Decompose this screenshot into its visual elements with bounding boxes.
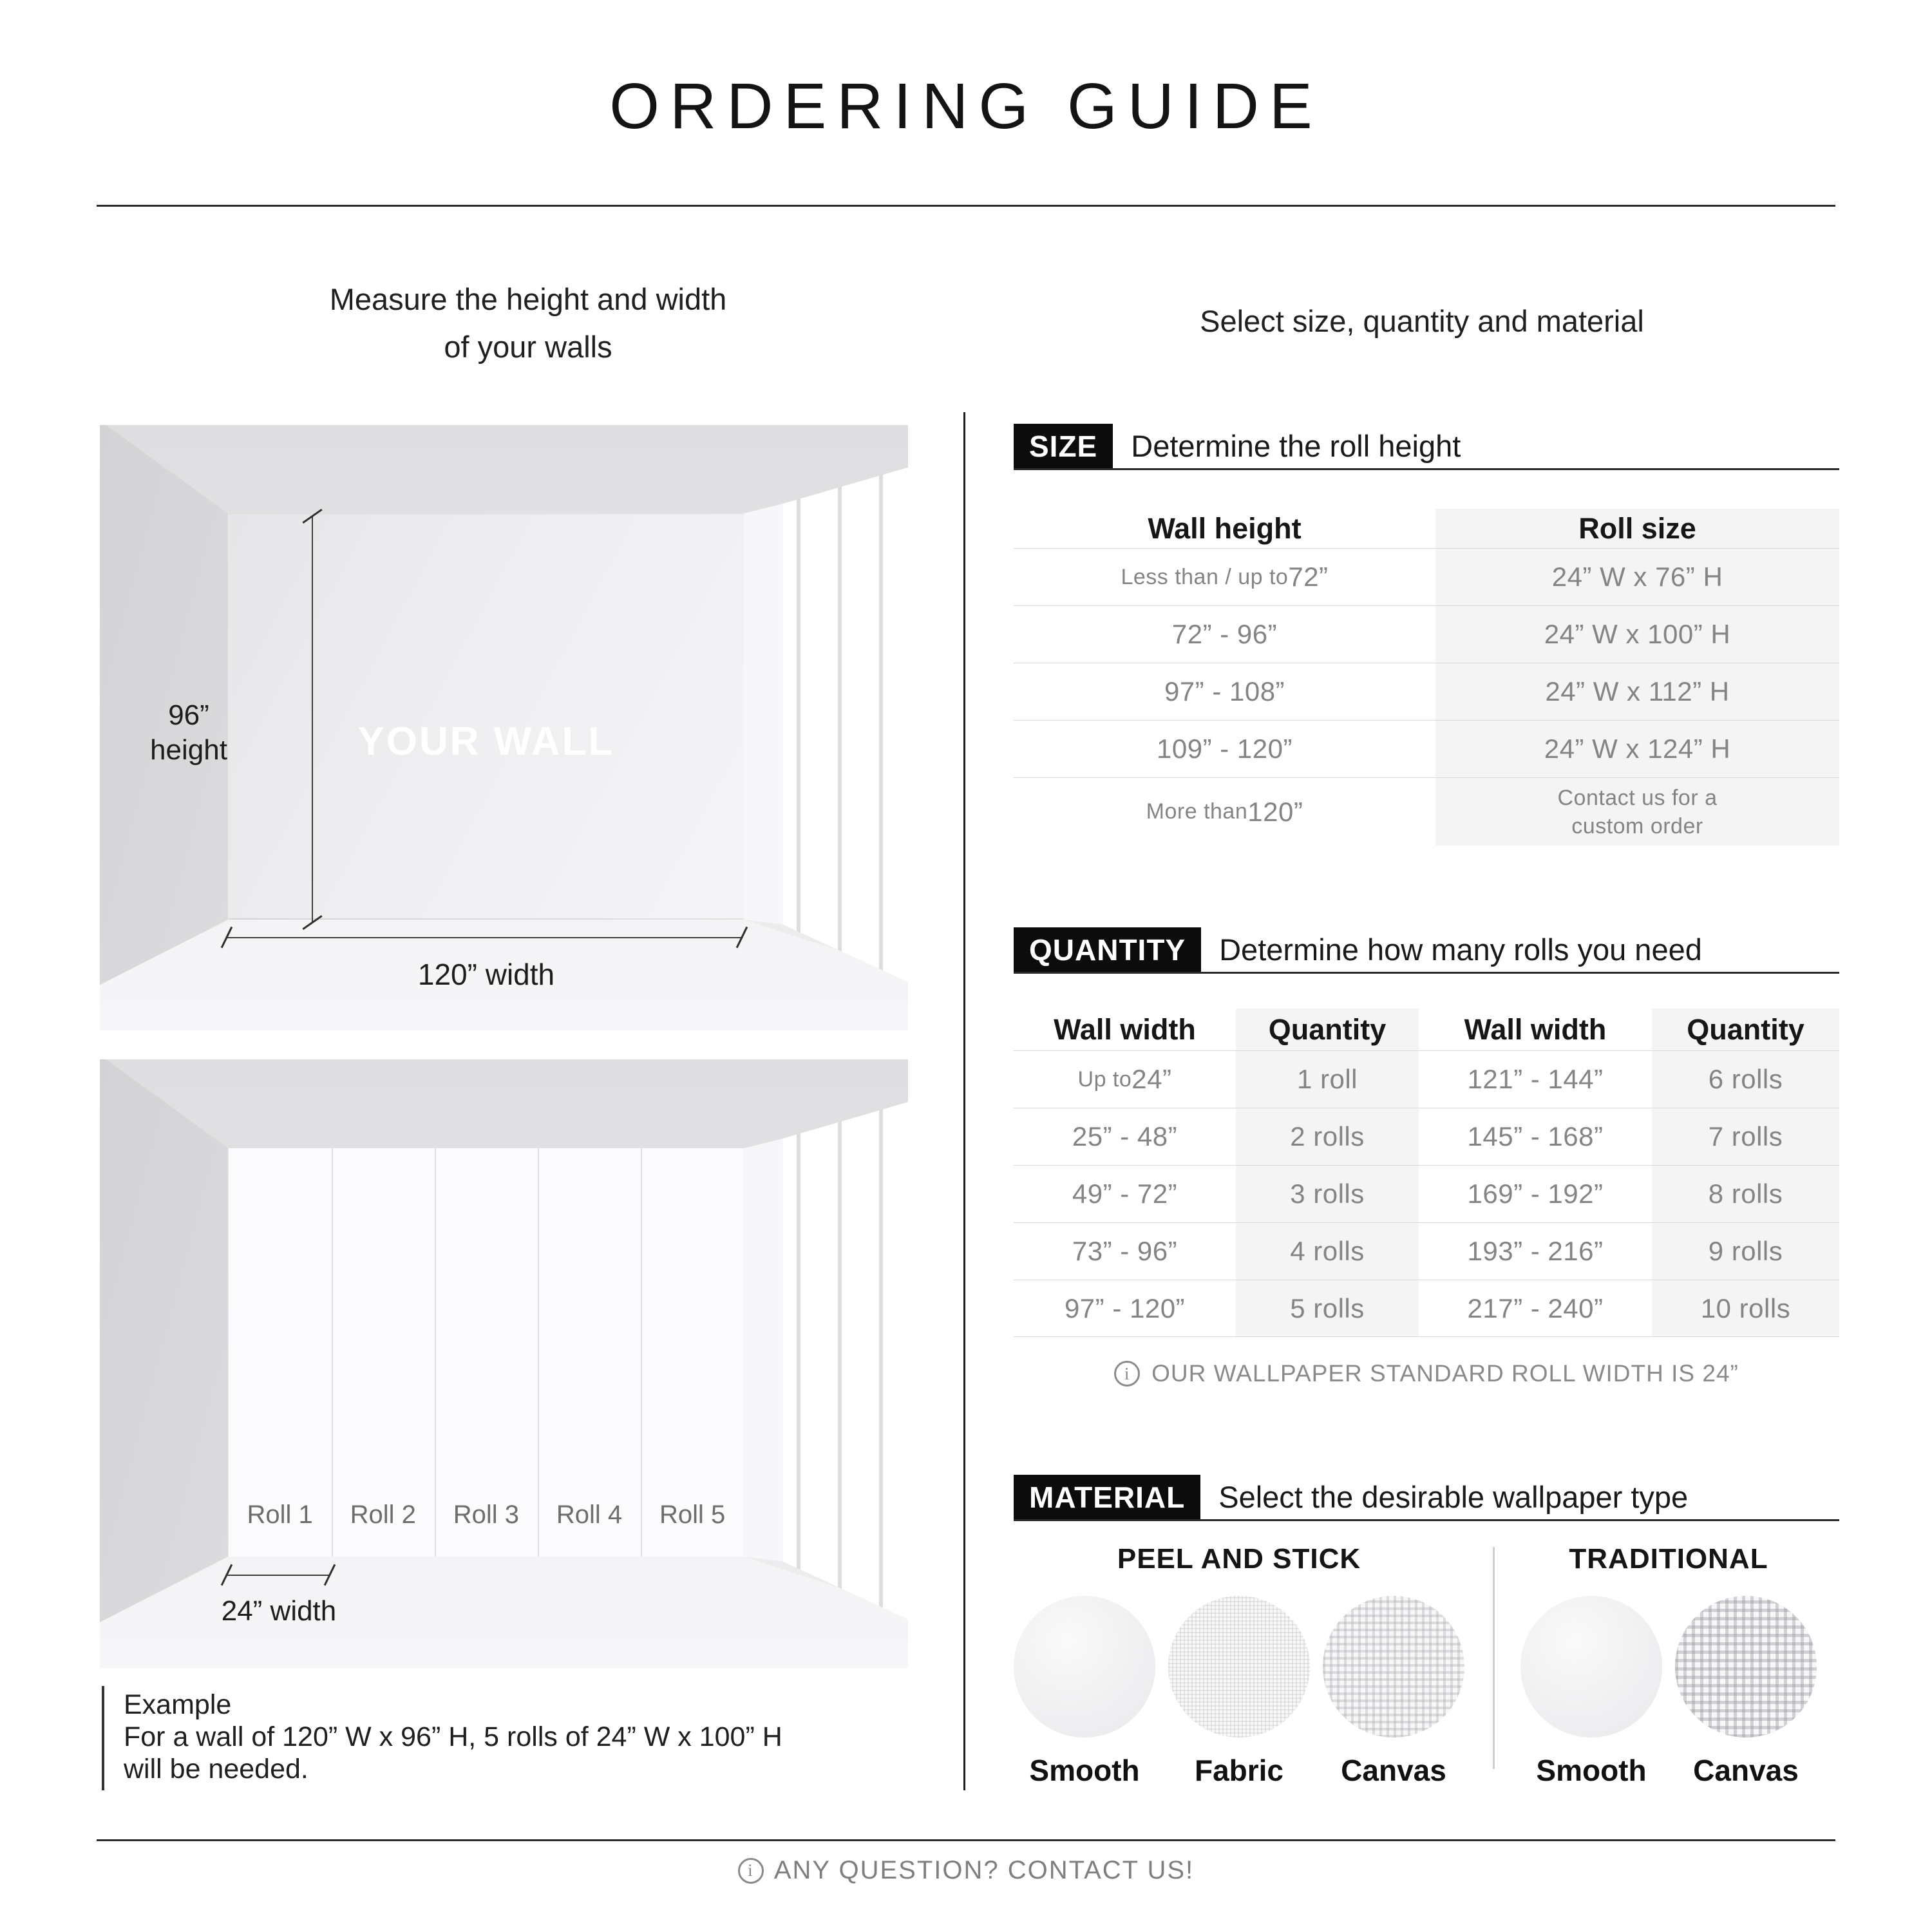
quantity-value: 3 rolls xyxy=(1236,1166,1419,1222)
size-table-row xyxy=(1014,605,1839,663)
roll-label: Roll 3 xyxy=(453,1501,520,1530)
qty-col-wall-width-2: Wall width xyxy=(1464,1012,1607,1046)
fabric-texture-image xyxy=(1168,1596,1310,1738)
qty-col-quantity-2: Quantity xyxy=(1652,1009,1839,1050)
group-name: PEEL AND STICK xyxy=(1117,1543,1361,1575)
size-table-row xyxy=(1014,548,1839,605)
smooth-texture-image xyxy=(1520,1596,1662,1738)
swatch-label: Canvas xyxy=(1341,1754,1446,1787)
quantity-section-header xyxy=(1014,927,1839,974)
wall-height-value: 72” xyxy=(1288,562,1329,592)
wall-width-value: 24” xyxy=(1132,1064,1172,1094)
swatch-label: Smooth xyxy=(1029,1754,1140,1787)
wall-height-value: 97” - 108” xyxy=(1164,676,1285,706)
quantity-badge: QUANTITY xyxy=(1014,927,1201,972)
roll-width-note xyxy=(1014,1360,1839,1387)
quantity-table-row xyxy=(1014,1222,1839,1280)
wall-height-value: 120” xyxy=(1247,796,1303,827)
wall-width-value: 169” - 192” xyxy=(1467,1179,1604,1209)
wall-width-value: 25” - 48” xyxy=(1072,1121,1178,1151)
material-groups xyxy=(1014,1543,1839,1787)
quantity-value: 1 roll xyxy=(1236,1051,1419,1108)
example-title: Example xyxy=(124,1689,232,1720)
material-group-divider xyxy=(1493,1547,1495,1769)
wall-width-value: 193” - 216” xyxy=(1467,1236,1604,1266)
example-line1: For a wall of 120” W x 96” H, 5 rolls of 24” W x 100” H xyxy=(124,1721,782,1752)
height-value: 96” xyxy=(168,699,209,731)
wall-width-value: 97” - 120” xyxy=(1064,1293,1186,1323)
roll-size-value: Contact us for a custom order xyxy=(1557,785,1718,838)
quantity-value: 7 rolls xyxy=(1652,1108,1839,1165)
size-subtitle: Determine the roll height xyxy=(1131,429,1461,463)
material-group-traditional xyxy=(1520,1543,1817,1787)
smooth-texture-image xyxy=(1014,1596,1155,1738)
select-heading: Select size, quantity and material xyxy=(1200,304,1644,338)
size-table-row xyxy=(1014,663,1839,720)
wall-width-prefix: Up to xyxy=(1077,1066,1132,1092)
wall-width-value: 49” - 72” xyxy=(1072,1179,1178,1209)
roll-labels xyxy=(229,1148,744,1557)
quantity-value: 6 rolls xyxy=(1652,1051,1839,1108)
qty-col-quantity-1: Quantity xyxy=(1236,1009,1419,1050)
wall-width-value: 217” - 240” xyxy=(1467,1293,1604,1323)
quantity-table-row xyxy=(1014,1165,1839,1222)
wall-width-value: 73” - 96” xyxy=(1072,1236,1178,1266)
material-section-header xyxy=(1014,1475,1839,1521)
column-divider xyxy=(963,412,965,1790)
group-name: TRADITIONAL xyxy=(1569,1543,1768,1575)
info-icon: i xyxy=(1114,1361,1140,1387)
quantity-table-row xyxy=(1014,1280,1839,1337)
your-wall-label: YOUR WALL xyxy=(357,719,615,764)
quantity-value: 8 rolls xyxy=(1652,1166,1839,1222)
measure-heading xyxy=(109,276,947,371)
swatch-label: Fabric xyxy=(1194,1754,1284,1787)
roll-size-value: 24” W x 124” H xyxy=(1435,721,1839,777)
swatch-label: Canvas xyxy=(1693,1754,1799,1787)
title-divider xyxy=(97,205,1835,207)
quantity-value: 5 rolls xyxy=(1236,1280,1419,1336)
measure-heading-line1: Measure the height and width xyxy=(329,282,727,316)
swatch-fabric xyxy=(1168,1596,1310,1788)
size-badge: SIZE xyxy=(1014,424,1113,468)
wall-width-value: 121” - 144” xyxy=(1467,1064,1604,1094)
height-dimension-label xyxy=(118,698,260,768)
roll-label: Roll 1 xyxy=(247,1501,313,1530)
width-dimension-label: 120” width xyxy=(417,958,555,991)
quantity-table xyxy=(1014,1009,1839,1337)
size-table xyxy=(1014,509,1839,846)
width-dimension-line xyxy=(227,937,742,938)
footer xyxy=(0,1856,1932,1885)
footer-text: ANY QUESTION? CONTACT US! xyxy=(773,1856,1195,1884)
quantity-value: 4 rolls xyxy=(1236,1223,1419,1280)
material-group-peel-and-stick xyxy=(1014,1543,1464,1787)
canvas-texture-image xyxy=(1323,1596,1464,1738)
room-illustration-rolls xyxy=(100,1059,908,1668)
wall-width-value: 145” - 168” xyxy=(1467,1121,1604,1151)
quantity-value: 10 rolls xyxy=(1652,1280,1839,1336)
quantity-table-row xyxy=(1014,1050,1839,1108)
quantity-table-row xyxy=(1014,1108,1839,1165)
roll-label: Roll 5 xyxy=(659,1501,726,1530)
measure-heading-line2: of your walls xyxy=(444,330,612,364)
height-word: height xyxy=(150,734,227,766)
room-illustration-measure xyxy=(100,425,908,1030)
example-line2: will be needed. xyxy=(124,1754,308,1785)
swatch-label: Smooth xyxy=(1536,1754,1647,1787)
roll-width-note-text: OUR WALLPAPER STANDARD ROLL WIDTH IS 24” xyxy=(1151,1360,1739,1387)
material-subtitle: Select the desirable wallpaper type xyxy=(1218,1480,1689,1514)
example-block xyxy=(102,1686,939,1790)
material-badge: MATERIAL xyxy=(1014,1475,1200,1519)
canvas-texture-image xyxy=(1675,1596,1817,1738)
size-table-row xyxy=(1014,777,1839,846)
size-col-wall-height: Wall height xyxy=(1148,511,1302,545)
swatch-canvas xyxy=(1323,1596,1464,1788)
quantity-table-header xyxy=(1014,1009,1839,1050)
wall-height-prefix: Less than / up to xyxy=(1121,564,1289,589)
size-section-header xyxy=(1014,424,1839,470)
quantity-value: 9 rolls xyxy=(1652,1223,1839,1280)
roll-width-label: 24” width xyxy=(221,1595,337,1627)
roll-label: Roll 4 xyxy=(556,1501,623,1530)
wall-height-value: 72” - 96” xyxy=(1171,619,1278,649)
size-col-roll-size: Roll size xyxy=(1435,509,1839,548)
swatch-canvas-traditional xyxy=(1675,1596,1817,1788)
roll-label: Roll 2 xyxy=(350,1501,416,1530)
size-table-header xyxy=(1014,509,1839,548)
page-title: ORDERING GUIDE xyxy=(609,70,1323,142)
quantity-value: 2 rolls xyxy=(1236,1108,1419,1165)
roll-width-dimension-line xyxy=(227,1575,330,1576)
wall-height-prefix: More than xyxy=(1146,799,1248,824)
info-icon: i xyxy=(738,1858,764,1884)
size-table-row xyxy=(1014,720,1839,777)
roll-size-value: 24” W x 76” H xyxy=(1435,549,1839,605)
room1-back-wall xyxy=(229,513,744,920)
quantity-subtitle: Determine how many rolls you need xyxy=(1219,933,1702,967)
roll-size-value: 24” W x 100” H xyxy=(1435,606,1839,663)
roll-size-value: 24” W x 112” H xyxy=(1435,663,1839,720)
swatch-smooth xyxy=(1014,1596,1155,1788)
wall-height-value: 109” - 120” xyxy=(1157,734,1293,764)
qty-col-wall-width-1: Wall width xyxy=(1054,1012,1196,1046)
height-dimension-line xyxy=(312,516,313,922)
footer-divider xyxy=(97,1839,1835,1841)
swatch-smooth-traditional xyxy=(1520,1596,1662,1788)
